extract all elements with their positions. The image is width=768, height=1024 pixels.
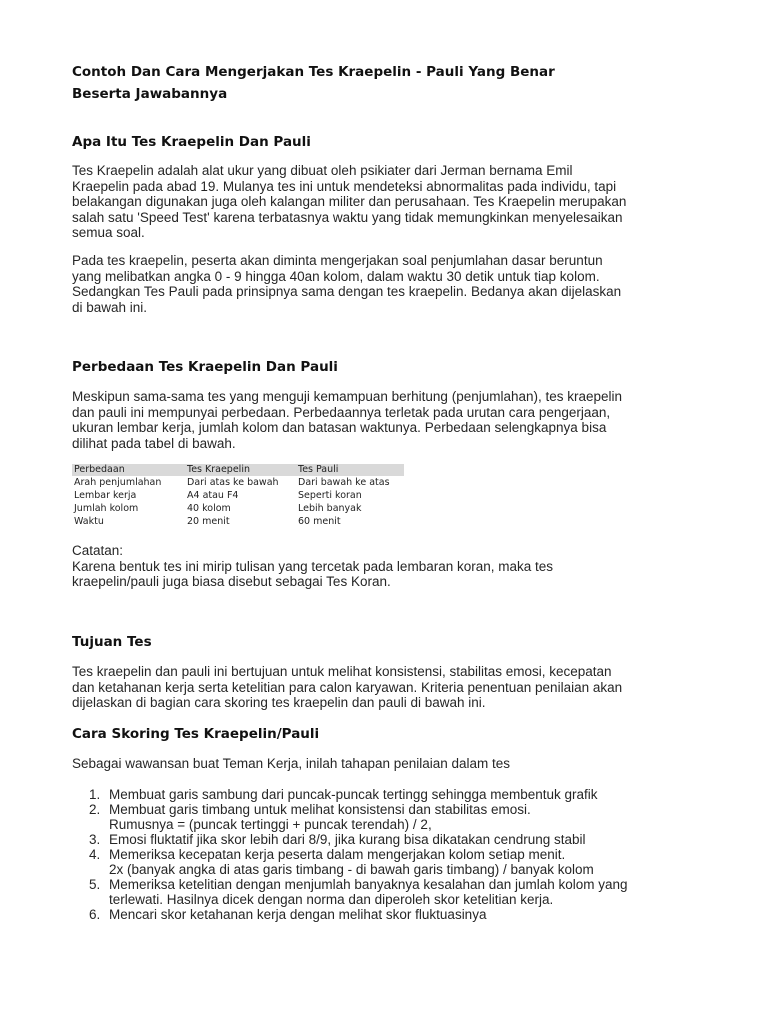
table-cell: Jumlah kolom <box>74 503 139 514</box>
list-number: 5. <box>89 877 101 892</box>
table-cell: Lembar kerja <box>74 490 137 501</box>
table-cell: Arah penjumlahan <box>74 477 162 488</box>
title-line: Beserta Jawabannya <box>72 86 228 102</box>
numbered-list <box>72 787 712 922</box>
table-header-cell: Perbedaan <box>72 464 185 476</box>
paragraph: Sebagai wawansan buat Teman Kerja, inilah tahapan penilaian dalam tes <box>72 756 511 771</box>
comparison-table <box>72 464 404 528</box>
page-title <box>72 61 712 105</box>
list-number: 2. <box>89 802 101 817</box>
table-cell: Dari atas ke bawah <box>187 477 279 488</box>
table-row <box>72 489 404 502</box>
table-cell: Lebih banyak <box>298 503 362 514</box>
list-number: 3. <box>89 832 101 847</box>
section-heading: Perbedaan Tes Kraepelin Dan Pauli <box>72 359 338 375</box>
table-cell: Waktu <box>74 516 104 527</box>
table-cell: 60 menit <box>298 516 341 527</box>
list-number: 4. <box>89 847 101 862</box>
paragraph: Meskipun sama-sama tes yang menguji kemampuan berhitung (penjumlahan), tes kraepelin dan pauli ini mempunyai perbedaan. Perbedaannya terletak pada urutan cara pengerjaan, ukuran lembar kerja, jumlah kolom dan batasan waktunya. Perbedaan selengkapnya bisa dilihat pada tabel di bawah. <box>72 389 623 451</box>
note-label: Catatan: <box>72 543 124 558</box>
table-row <box>72 476 404 489</box>
table-header-cell: Tes Kraepelin <box>185 464 296 476</box>
table-header-row <box>72 464 404 476</box>
note-block: Catatan: Karena bentuk tes ini mirip tulisan yang tercetak pada lembaran koran, maka tes kraepelin/pauli juga biasa disebut sebagai Tes Koran. <box>72 543 712 590</box>
table-cell: 20 menit <box>187 516 230 527</box>
table-cell: Dari bawah ke atas <box>298 477 390 488</box>
comparison-table-wrap <box>72 464 712 528</box>
list-number: 1. <box>89 787 101 802</box>
paragraph: Pada tes kraepelin, peserta akan diminta mengerjakan soal penjumlahan dasar beruntun yang melibatkan angka 0 - 9 hingga 40an kolom, dalam waktu 30 detik untuk tiap kolom. Sedangkan Tes Pauli pada prinsipnya sama dengan tes kraepelin. Bedanya akan dijelaskan di bawah ini. <box>72 253 622 315</box>
table-row <box>72 515 404 528</box>
section-heading: Tujuan Tes <box>72 634 152 650</box>
section-heading: Apa Itu Tes Kraepelin Dan Pauli <box>72 134 311 150</box>
table-cell: A4 atau F4 <box>187 490 239 501</box>
table-header-cell: Tes Pauli <box>296 464 404 476</box>
table-row <box>72 502 404 515</box>
table-cell: 40 kolom <box>187 503 231 514</box>
table-cell: Seperti koran <box>298 490 362 501</box>
section-heading: Cara Skoring Tes Kraepelin/Pauli <box>72 726 320 742</box>
list-item: 2. Membuat garis timbang untuk melihat konsistensi dan stabilitas emosi. Rumusnya = (puncak tertinggi + puncak terendah) / 2, <box>89 802 531 832</box>
list-item: 3. Emosi fluktatif jika skor lebih dari 8/9, jika kurang bisa dikatakan cendrung stabil <box>89 832 586 847</box>
list-number: 6. <box>89 907 101 922</box>
scoring-steps <box>72 787 712 922</box>
list-item: 1. Membuat garis sambung dari puncak-puncak tertingg sehingga membentuk grafik <box>89 787 598 802</box>
paragraph: Tes Kraepelin adalah alat ukur yang dibuat oleh psikiater dari Jerman bernama Emil Kraepelin pada abad 19. Mulanya tes ini untuk mendeteksi abnormalitas pada individu, tapi belakangan digunakan juga oleh kalangan militer dan perusahaan. Tes Kraepelin merupakan salah satu 'Speed Test' karena terbatasnya waktu yang tidak memungkinkan menyelesaikan semua soal. <box>72 163 627 240</box>
list-item: 4. Memeriksa kecepatan kerja peserta dalam mengerjakan kolom setiap menit. 2x (banyak angka di atas garis timbang - di bawah garis timbang) / banyak kolom <box>89 847 594 877</box>
paragraph: Tes kraepelin dan pauli ini bertujuan untuk melihat konsistensi, stabilitas emosi, kecepatan dan ketahanan kerja serta ketelitian para calon karyawan. Kriteria penentuan penilaian akan dijelaskan di bagian cara skoring tes kraepelin dan pauli di bawah ini. <box>72 664 623 710</box>
title-line: Contoh Dan Cara Mengerjakan Tes Kraepelin - Pauli Yang Benar <box>72 64 555 80</box>
list-item: 6. Mencari skor ketahanan kerja dengan melihat skor fluktuasinya <box>89 907 487 922</box>
list-item: 5. Memeriksa ketelitian dengan menjumlah banyaknya kesalahan dan jumlah kolom yang terlewati. Hasilnya dicek dengan norma dan diperoleh skor ketelitian kerja. <box>89 877 628 907</box>
